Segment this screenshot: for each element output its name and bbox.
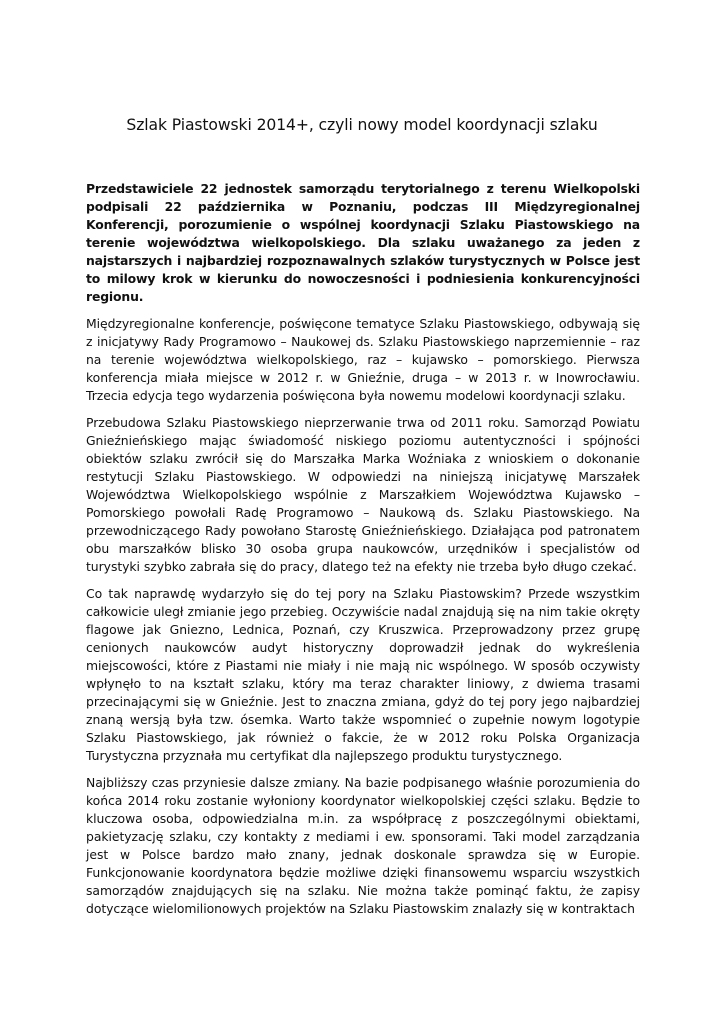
paragraph-coordinator: Najbliższy czas przyniesie dalsze zmiany. Na bazie podpisanego właśnie porozumienia do końca 2014 roku zostanie wyłoniony koordynator wielkopolskiej części szlaku. Będzie to kluczowa osoba, odpowiedzialna m.in. za współpracę z poszczególnymi obiektami, pakietyzację szlaku, czy kontakty z mediami i ew. sponsorami. Taki model zarządzania jest w Polsce bardzo mało znany, jednak doskonale sprawdza się w Europie. Funkcjonowanie koordynatora będzie możliwe dzięki finansowemu wsparciu wszystkich samorządów znajdujących się na szlaku. Nie można także pominąć faktu, że zapisy dotyczące wielomilionowych projektów na Szlaku Piastowskim znalazły się w kontraktach: [86, 775, 640, 916]
paragraph-rebuild: Przebudowa Szlaku Piastowskiego nieprzerwanie trwa od 2011 roku. Samorząd Powiatu Gnieźnieńskiego mając świadomość niskiego poziomu autentyczności i spójności obiektów szlaku zwrócił się do Marszałka Marka Woźniaka z wnioskiem o dokonanie restytucji Szlaku Piastowskiego. W odpowiedzi na niniejszą inicjatywę Marszałek Województwa Wielkopolskiego wspólnie z Marszałkiem Województwa Kujawsko – Pomorskiego powołali Radę Programowo – Naukową ds. Szlaku Piastowskiego. Na przewodniczącego Rady powołano Starostę Gnieźnieńskiego. Działająca pod patronatem obu marszałków blisko 30 osoba grupa naukowców, urzędników i specjalistów od turystyki szybko zabrała się do pracy, dlatego też na efekty nie trzeba było długo czekać.: [86, 415, 640, 574]
paragraph-conferences: Międzyregionalne konferencje, poświęcone tematyce Szlaku Piastowskiego, odbywają się z inicjatywy Rady Programowo – Naukowej ds. Szlaku Piastowskiego naprzemiennie – raz na terenie województwa wielkopolskiego, raz – kujawsko – pomorskiego. Pierwsza konferencja miała miejsce w 2012 r. w Gnieźnie, druga – w 2013 r. w Inowrocławiu. Trzecia edycja tego wydarzenia poświęcona była nowemu modelowi koordynacji szlaku.: [86, 316, 640, 403]
page-title: Szlak Piastowski 2014+, czyli nowy model koordynacji szlaku: [126, 116, 598, 134]
lead-paragraph: Przedstawiciele 22 jednostek samorządu terytorialnego z terenu Wielkopolski podpisali 22 października w Poznaniu, podczas III Międzyregionalnej Konferencji, porozumienie o wspólnej koordynacji Szlaku Piastowskiego na terenie województwa wielkopolskiego. Dla szlaku uważanego za jeden z najstarszych i najbardziej rozpoznawalnych szlaków turystycznych w Polsce jest to milowy krok w kierunku do nowoczesności i podniesienia konkurencyjności regionu.: [86, 181, 640, 304]
paragraph-changes: Co tak naprawdę wydarzyło się do tej pory na Szlaku Piastowskim? Przede wszystkim całkowicie uległ zmianie jego przebieg. Oczywiście nadal znajdują się na nim takie okręty flagowe jak Gniezno, Lednica, Poznań, czy Kruszwica. Przeprowadzony przez grupę cenionych naukowców audyt historyczny doprowadził jednak do wykreślenia miejscowości, które z Piastami nie miały i nie mają nic wspólnego. W sposób oczywisty wpłynęło to na kształt szlaku, który ma teraz charakter liniowy, z dwiema trasami przecinającymi się w Gnieźnie. Jest to znaczna zmiana, gdyż do tej pory jego najbardziej znaną wersją była tzw. ósemka. Warto także wspomnieć o zupełnie nowym logotypie Szlaku Piastowskiego, jak również o fakcie, że w 2012 roku Polska Organizacja Turystyczna przyznała mu certyfikat dla najlepszego produktu turystycznego.: [86, 586, 640, 763]
document-body: [86, 180, 640, 927]
